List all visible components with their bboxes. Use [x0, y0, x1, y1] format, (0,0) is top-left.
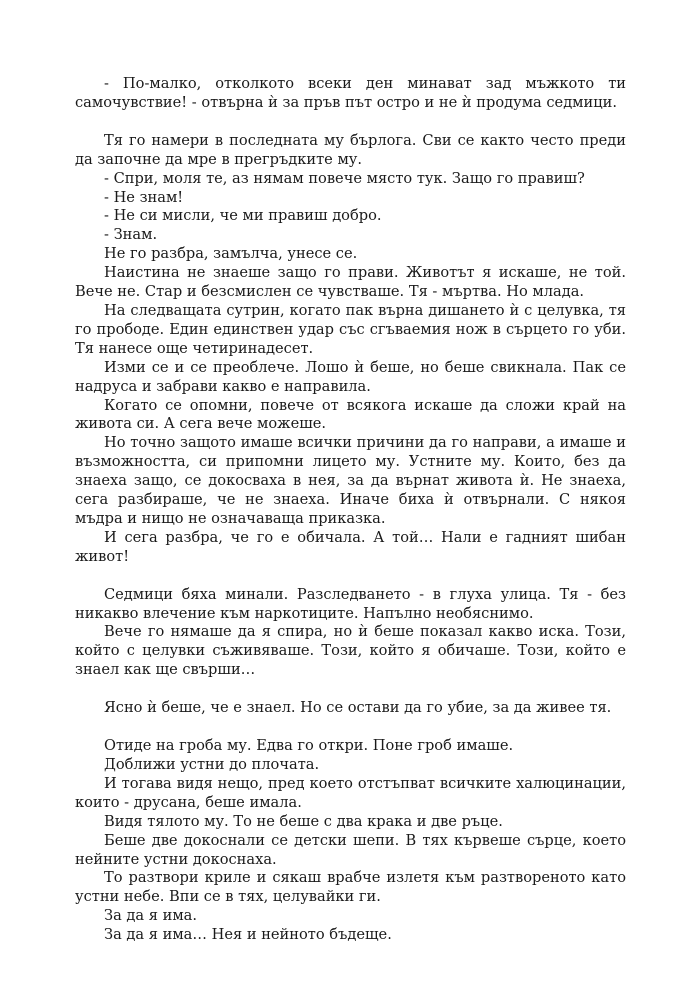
paragraph: Беше две докоснали се детски шепи. В тях кървеше сърце, което нейните устни докоснаха. [75, 831, 626, 868]
paragraph: Наистина не знаеше защо го прави. Животът я искаше, не той. Вече не. Стар и безсмислен се чувстваше. Тя - мъртва. Но млада. [75, 264, 626, 301]
paragraph: Тя го намери в последната му бърлога. Сви се както често преди да започне да мре в прегръдките му. [75, 131, 626, 168]
paragraph: На следващата сутрин, когато пак върна дишането ѝ с целувка, тя го прободе. Един единствен удар със сгъваемия нож в сърцето го уби. Тя нанесе още четиринадесет. [75, 301, 626, 357]
dialogue-line: - Знам. [104, 226, 158, 244]
dialogue-line: - Не си мисли, че ми правиш добро. [104, 207, 382, 225]
paragraph: Не го разбра, замълча, унесе се. [104, 245, 358, 263]
paragraph: И сега разбра, че го е обичала. А той… Нали е гадният шибан живот! [75, 528, 626, 565]
paragraph: Видя тялото му. То не беше с два крака и две ръце. [104, 812, 503, 830]
paragraph: Когато се опомни, повече от всякога искаше да сложи край на живота си. А сега вече можеше. [75, 396, 626, 433]
paragraph: - По-малко, отколкото всеки ден минават зад мъжкото ти самочувствие! - отвърна ѝ за пръв път остро и не ѝ продума седмици. [75, 75, 626, 111]
blank-line [75, 680, 626, 699]
paragraph: То разтвори криле и сякаш врабче излетя към разтвореното като устни небе. Впи се в тях, целувайки ги. [75, 869, 626, 906]
paragraph: За да я има… Нея и нейното бъдеще. [104, 926, 392, 944]
paragraph: Но точно защото имаше всички причини да го направи, а имаше и възможността, си припомни лицето му. Устните му. Които, без да знаеха защо, се докосваха в нея, за да върнат живота ѝ. Не знаеха, сега разбираше, че не знаеха. Иначе биха ѝ отвърнали. С някоя мъдра и нищо не означаваща приказка. [75, 434, 626, 527]
paragraph: За да я има. [104, 907, 198, 925]
blank-line [75, 718, 626, 737]
paragraph: И тогава видя нещо, пред което отстъпват всичките халюцинации, които - друсана, беше имала. [75, 774, 626, 811]
blank-line [75, 567, 626, 586]
blank-line [75, 113, 626, 132]
dialogue-line: - Не знам! [104, 188, 184, 206]
paragraph: Ясно ѝ беше, че е знаел. Но се остави да го убие, за да живее тя. [104, 699, 612, 717]
paragraph: Седмици бяха минали. Разследването - в глуха улица. Тя - без никакво влечение към наркотиците. Напълно необяснимо. [75, 585, 626, 622]
dialogue-line: - Спри, моля те, аз нямам повече място тук. Защо го правиш? [104, 169, 585, 187]
paragraph: Отиде на гроба му. Едва го откри. Поне гроб имаше. [104, 737, 514, 755]
paragraph: Вече го нямаше да я спира, но ѝ беше показал какво иска. Този, който с целувки съживяваше. Този, който я обичаше. Този, който е знаел как ще свърши… [75, 623, 626, 679]
paragraph: Доближи устни до плочата. [104, 756, 320, 773]
page-body [75, 75, 626, 945]
paragraph: Изми се и се преоблече. Лошо ѝ беше, но беше свикнала. Пак се надруса и забрави какво е направила. [75, 358, 626, 395]
